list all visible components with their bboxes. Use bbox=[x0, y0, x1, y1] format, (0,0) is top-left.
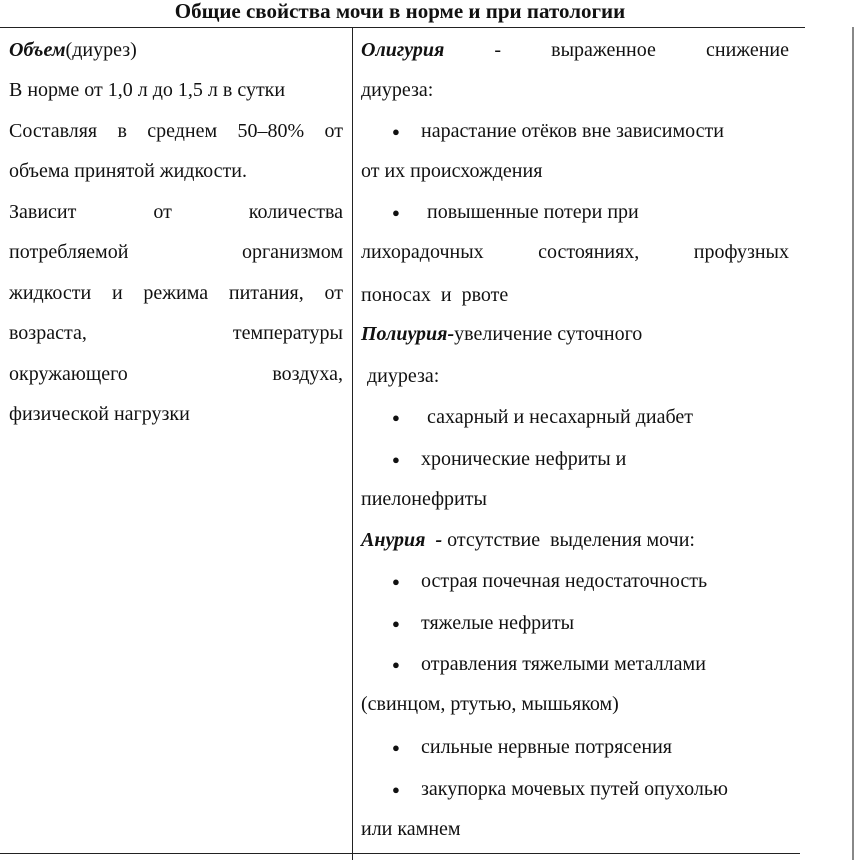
volume-term-paren: (диурез) bbox=[65, 39, 137, 61]
page-edge-shadow bbox=[852, 27, 854, 860]
oliguria-bullet-2: повышенные потери при bbox=[427, 201, 639, 223]
word: воздуха, bbox=[272, 363, 343, 385]
oliguria-term: Олигурия bbox=[361, 39, 445, 61]
word: потребляемой bbox=[9, 241, 129, 263]
word: от bbox=[324, 282, 343, 304]
word: лихорадочных bbox=[361, 241, 484, 263]
word: снижение bbox=[705, 39, 789, 61]
bullet-icon: ● bbox=[392, 205, 400, 220]
polyuria-bullet-1: сахарный и несахарный диабет bbox=[427, 406, 693, 428]
word: - bbox=[494, 39, 502, 61]
table-bottom-border bbox=[0, 853, 800, 854]
oliguria-bullet-1: нарастание отёков вне зависимости bbox=[421, 120, 724, 142]
depends-line-5 bbox=[9, 362, 343, 386]
word: окружающего bbox=[9, 363, 128, 385]
depends-line-6: физической нагрузки bbox=[9, 403, 190, 425]
anuria-bullet-5-cont: или камнем bbox=[361, 818, 461, 840]
depends-line-4 bbox=[9, 321, 343, 345]
anuria-bullet-3-cont: (свинцом, ртутью, мышьяком) bbox=[361, 693, 619, 715]
anuria-definition: отсутствие выделения мочи: bbox=[442, 529, 695, 551]
depends-line-3 bbox=[9, 281, 343, 305]
column-divider bbox=[352, 27, 353, 860]
polyuria-definition: увеличение суточного bbox=[454, 323, 643, 345]
anuria-term: Анурия - bbox=[361, 529, 443, 551]
bullet-icon: ● bbox=[392, 124, 400, 139]
bullet-icon: ● bbox=[392, 574, 400, 589]
bullet-icon: ● bbox=[392, 410, 400, 425]
word: от bbox=[324, 120, 343, 142]
word: организмом bbox=[241, 241, 343, 263]
word: количества bbox=[248, 201, 343, 223]
oliguria-bullet-1-cont: от их происхождения bbox=[361, 160, 543, 182]
word: профузных bbox=[693, 241, 789, 263]
anuria-bullet-1: острая почечная недостаточность bbox=[421, 570, 708, 592]
bullet-icon: ● bbox=[392, 657, 400, 672]
anuria-bullet-2: тяжелые нефриты bbox=[421, 612, 575, 634]
word: выраженное bbox=[551, 39, 656, 61]
intake-text: объема принятой жидкости. bbox=[9, 160, 247, 182]
polyuria-bullet-2-cont: пиелонефриты bbox=[361, 488, 487, 510]
bullet-icon: ● bbox=[392, 740, 400, 755]
page-title: Общие свойства мочи в норме и при патологии bbox=[174, 0, 626, 23]
word: от bbox=[153, 201, 172, 223]
polyuria-bullet-2: хронические нефриты и bbox=[421, 448, 627, 470]
depends-line-2 bbox=[9, 240, 343, 264]
word: жидкости bbox=[9, 282, 92, 304]
word: 50–80% bbox=[237, 120, 305, 142]
oliguria-bullet-2-cont: поносах и рвоте bbox=[361, 284, 509, 306]
bullet-icon: ● bbox=[392, 452, 400, 467]
oliguria-heading bbox=[361, 38, 789, 62]
anuria-bullet-5: закупорка мочевых путей опухолью bbox=[421, 778, 728, 800]
word: режима bbox=[143, 282, 209, 304]
anuria-bullet-4: сильные нервные потрясения bbox=[421, 736, 672, 758]
word: в bbox=[117, 120, 127, 142]
oliguria-bullet-2-line-2 bbox=[361, 240, 789, 264]
word: среднем bbox=[147, 120, 218, 142]
bullet-icon: ● bbox=[392, 616, 400, 631]
volume-heading bbox=[9, 38, 343, 62]
anuria-heading bbox=[361, 528, 789, 552]
bullet-icon: ● bbox=[392, 782, 400, 797]
word: Зависит bbox=[9, 201, 77, 223]
polyuria-heading bbox=[361, 322, 789, 346]
word: состояниях, bbox=[538, 241, 640, 263]
word: Составляя bbox=[9, 120, 98, 142]
word: возраста, bbox=[9, 322, 87, 344]
average-text bbox=[9, 119, 343, 143]
word: питания, bbox=[228, 282, 304, 304]
polyuria-continuation: диуреза: bbox=[367, 365, 440, 387]
depends-line-1 bbox=[9, 200, 343, 224]
polyuria-term: Полиурия- bbox=[361, 323, 455, 345]
anuria-bullet-3: отравления тяжелыми металлами bbox=[421, 653, 706, 675]
table-top-border bbox=[0, 27, 805, 28]
word: температуры bbox=[232, 322, 343, 344]
norm-text: В норме от 1,0 л до 1,5 л в сутки bbox=[9, 79, 286, 101]
volume-term: Объем bbox=[9, 39, 66, 61]
word: и bbox=[111, 282, 123, 304]
oliguria-continuation: диуреза: bbox=[361, 79, 434, 101]
